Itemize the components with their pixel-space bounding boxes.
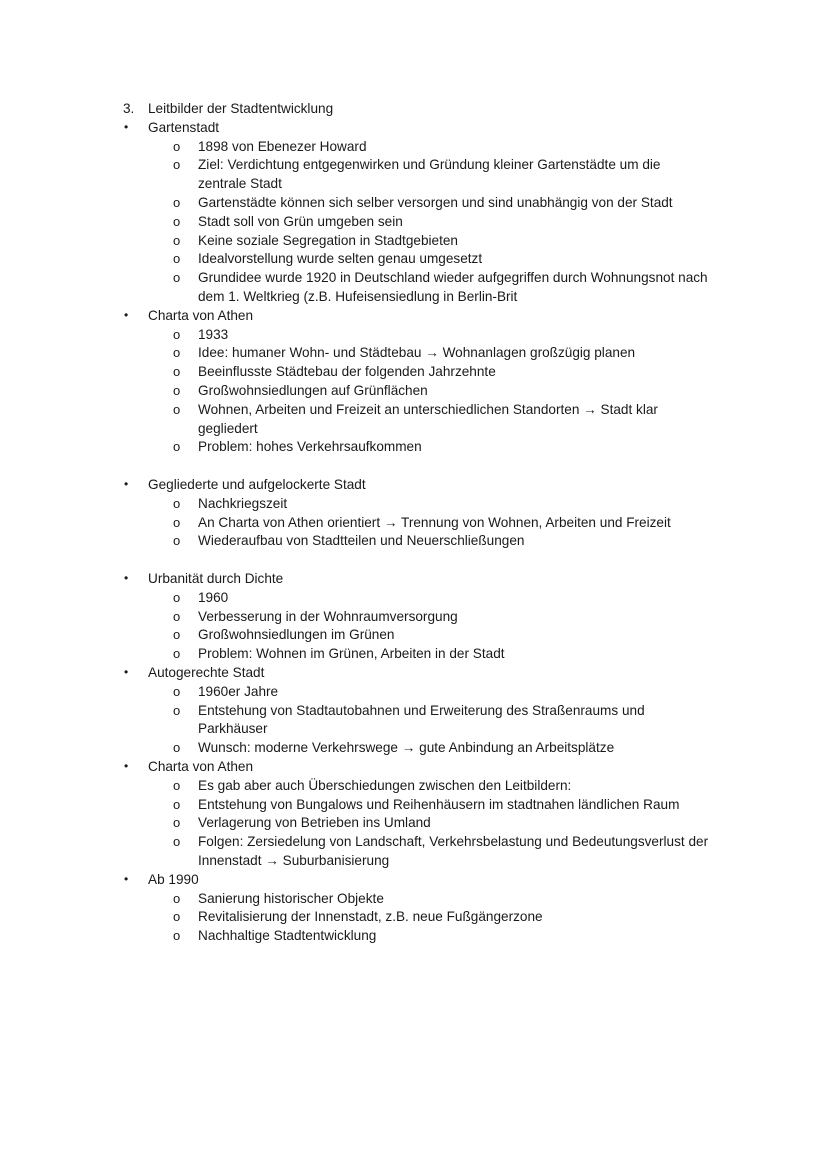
list-item-text: Parkhäuser [198,721,268,737]
list-item [0,137,828,156]
section-title: Charta von Athen [148,759,254,774]
list-item [0,531,828,550]
list-item [0,268,828,287]
list-item [0,795,828,814]
circle-bullet-icon: o [173,495,181,511]
circle-bullet-icon: o [173,401,181,417]
section-title: Gartenstadt [148,119,220,135]
circle-bullet-icon: o [173,702,181,718]
circle-bullet-icon: o [173,326,181,342]
circle-bullet-icon: o [173,589,181,605]
list-item-text: Problem: hohes Verkehrsaufkommen [198,439,422,455]
circle-bullet-icon: o [173,383,181,398]
bullet-icon: • [124,759,129,773]
list-item-continuation [0,287,828,306]
heading-number: 3. [123,101,135,116]
list-item [0,231,828,250]
list-item [0,513,828,532]
circle-bullet-icon: o [173,646,181,662]
list-item [0,832,828,851]
heading-line [0,99,828,118]
section-title: Gegliederte und aufgelockerte Stadt [148,477,366,492]
list-item-continuation [0,719,828,738]
circle-bullet-icon: o [173,195,181,210]
list-item-text: gegliedert [198,420,258,436]
circle-bullet-icon: o [173,270,181,286]
list-item-text: 1960er Jahre [198,683,279,699]
list-item-text: 1898 von Ebenezer Howard [198,138,367,154]
circle-bullet-icon: o [173,439,181,455]
section-line [0,118,828,137]
list-item-text: Stadt soll von Grün umgeben sein [198,213,403,229]
section-line [0,306,828,325]
bullet-icon: • [124,119,129,134]
list-item-text: Ziel: Verdichtung entgegenwirken und Gründung kleiner Gartenstädte um die [198,157,661,173]
list-item-text: Es gab aber auch Überschiedungen zwischen den Leitbildern: [198,777,572,793]
circle-bullet-icon: o [173,251,181,267]
circle-bullet-icon: o [173,138,181,154]
list-item-text: Verbesserung in der Wohnraumversorgung [198,608,458,624]
list-item [0,155,828,174]
circle-bullet-icon: o [173,890,181,906]
list-item-text: Sanierung historischer Objekte [198,890,384,906]
list-item-text: Großwohnsiedlungen im Grünen [198,627,395,643]
bullet-icon: • [124,571,129,585]
list-item-text: Idee: humaner Wohn- und Städtebau → Wohnanlagen großzügig planen [198,345,636,361]
list-item [0,381,828,400]
list-item [0,494,828,513]
section-line [0,569,828,588]
list-item-text: Grundidee wurde 1920 in Deutschland wieder aufgegriffen durch Wohnungsnot nach [198,270,708,286]
list-item-text: Innenstadt → Suburbanisierung [198,853,390,868]
circle-bullet-icon: o [173,740,181,756]
list-item [0,701,828,720]
section-line [0,663,828,682]
list-item-text: Entstehung von Bungalows und Reihenhäusern im stadtnahen ländlichen Raum [198,796,680,812]
list-item-text: Problem: Wohnen im Grünen, Arbeiten in der Stadt [198,646,505,662]
list-item [0,193,828,212]
list-item [0,437,828,456]
list-item-text: Wunsch: moderne Verkehrswege → gute Anbindung an Arbeitsplätze [198,740,615,756]
section-title: Autogerechte Stadt [148,665,265,680]
list-item-text: Gartenstädte können sich selber versorgen und sind unabhängig von der Stadt [198,195,673,210]
heading-text: Leitbilder der Stadtentwicklung [148,101,334,116]
circle-bullet-icon: o [173,834,181,850]
circle-bullet-icon: o [173,777,181,793]
circle-bullet-icon: o [173,683,181,699]
list-item-text: 1933 [198,326,229,342]
list-item-text: Großwohnsiedlungen auf Grünflächen [198,383,428,398]
list-item [0,682,828,701]
list-item-text: An Charta von Athen orientiert → Trennung von Wohnen, Arbeiten und Freizeit [198,514,671,530]
list-item-text: Revitalisierung der Innenstadt, z.B. neue Fußgängerzone [198,909,543,925]
bullet-icon: • [124,477,129,491]
bullet-icon: • [124,871,129,886]
section-title: Urbanität durch Dichte [148,571,284,586]
circle-bullet-icon: o [173,345,181,361]
list-item [0,776,828,795]
circle-bullet-icon: o [173,213,181,229]
list-item-text: zentrale Stadt [198,176,282,192]
list-item [0,644,828,663]
list-item-continuation [0,174,828,193]
list-item-text: Nachhaltige Stadtentwicklung [198,928,377,944]
section-title: Ab 1990 [148,871,199,887]
list-item-text: Wiederaufbau von Stadtteilen und Neuerschließungen [198,533,525,549]
list-item [0,889,828,908]
circle-bullet-icon: o [173,608,181,624]
section-line [0,475,828,494]
circle-bullet-icon: o [173,514,181,530]
list-item-text: Keine soziale Segregation in Stadtgebieten [198,232,458,248]
list-item [0,343,828,362]
list-item-text: dem 1. Weltkrieg (z.B. Hufeisensiedlung in Berlin-Brit [198,289,518,304]
list-item-continuation [0,419,828,438]
list-item-text: Nachkriegszeit [198,495,288,511]
circle-bullet-icon: o [173,815,181,831]
list-item-text: Verlagerung von Betrieben ins Umland [198,815,431,831]
bullet-icon: • [124,307,129,322]
list-item [0,625,828,644]
list-item-text: Idealvorstellung wurde selten genau umgesetzt [198,251,483,267]
circle-bullet-icon: o [173,928,181,944]
section-title: Charta von Athen [148,307,254,323]
section-line [0,757,828,776]
circle-bullet-icon: o [173,796,181,812]
list-item [0,607,828,626]
list-item [0,212,828,231]
list-item [0,926,828,945]
list-item [0,813,828,832]
list-item [0,400,828,419]
bullet-icon: • [124,665,129,679]
list-item-text: Beeinflusste Städtebau der folgenden Jahrzehnte [198,364,496,380]
list-item-text: 1960 [198,589,229,605]
section-line [0,870,828,889]
list-item [0,325,828,344]
list-item [0,588,828,607]
circle-bullet-icon: o [173,627,181,643]
circle-bullet-icon: o [173,909,181,925]
list-item-text: Wohnen, Arbeiten und Freizeit an unterschiedlichen Standorten → Stadt klar [198,401,658,417]
list-item-text: Entstehung von Stadtautobahnen und Erweiterung des Straßenraums und [198,702,645,718]
circle-bullet-icon: o [173,157,181,173]
list-item [0,738,828,757]
circle-bullet-icon: o [173,232,181,248]
list-item [0,362,828,381]
circle-bullet-icon: o [173,533,181,549]
list-item-continuation [0,851,828,870]
list-item-text: Folgen: Zersiedelung von Landschaft, Verkehrsbelastung und Bedeutungsverlust der [198,834,709,850]
list-item [0,907,828,926]
list-item [0,249,828,268]
circle-bullet-icon: o [173,364,181,380]
